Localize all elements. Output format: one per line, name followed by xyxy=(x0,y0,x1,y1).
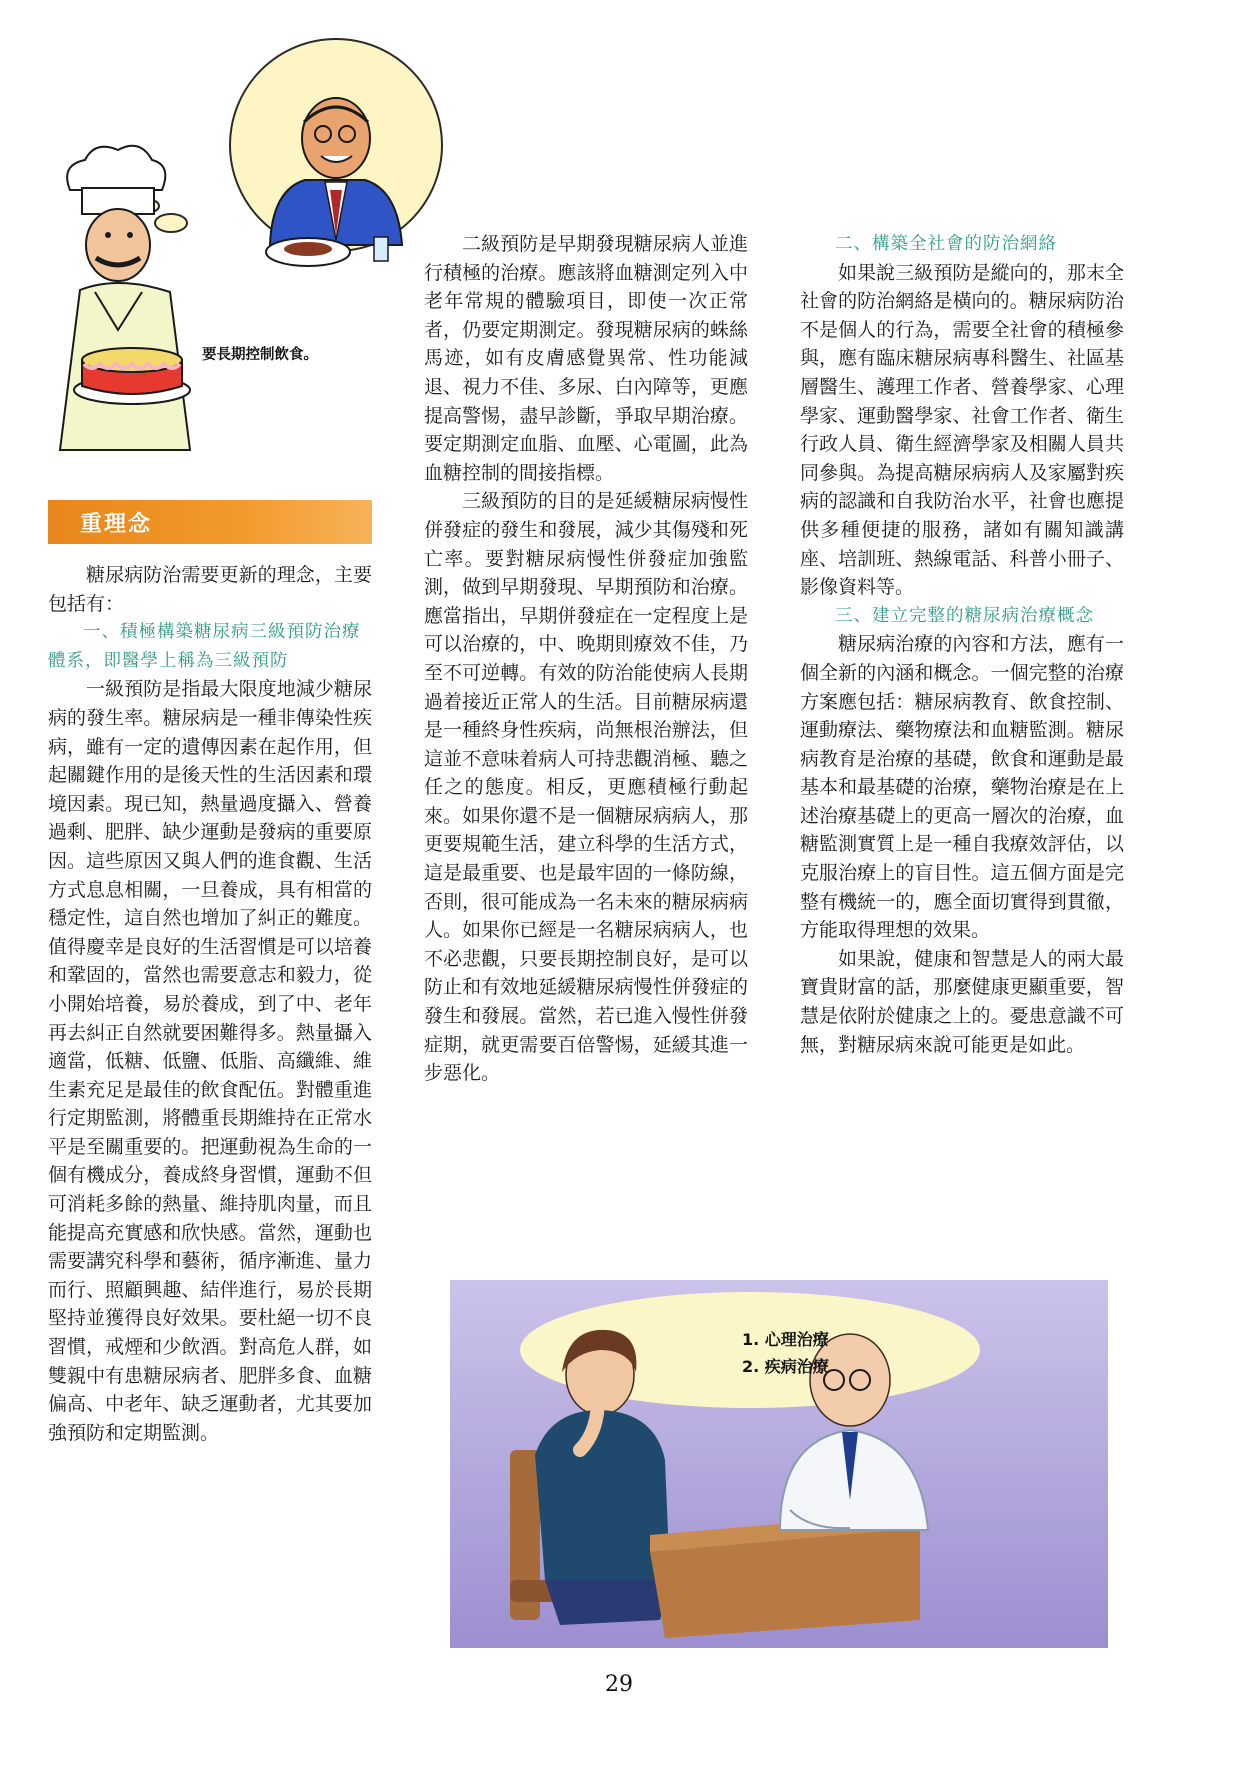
column-1 xyxy=(48,561,372,1447)
treatment-concept-paragraph: 糖尿病治療的內容和方法，應有一個全新的內涵和概念。一個完整的治療方案應包括：糖尿病教育、飲食控制、運動療法、藥物療法和血糖監測。糖尿病教育是治療的基礎，飲食和運動是最基本和最基礎的治療，藥物治療是在上述治療基礎上的更高一層次的治療，血糖監測實質上是一種自我療效評估，以克服治療上的盲目性。這五個方面是完整有機統一的，應全面切實得到貫徹，方能取得理想的效果。 xyxy=(800,633,1124,942)
column-2 xyxy=(424,230,748,1088)
social-network-paragraph: 如果說三級預防是縱向的，那末全社會的防治網絡是橫向的。糖尿病防治不是個人的行為，需要全社會的積極參與，應有臨床糖尿病專科醫生、社區基層醫生、護理工作者、營養學家、心理學家、運動醫學家、社會工作者、衛生行政人員、衛生經濟學家及相關人員共同參與。為提高糖尿病病人及家屬對疾病的認識和自我防治水平，社會也應提供多種便捷的服務，諸如有關知識講座、培訓班、熱線電話、科普小冊子、影像資料等。 xyxy=(800,261,1124,599)
heading-social-network: 二、構築全社會的防治網絡 xyxy=(835,234,1057,254)
column-3 xyxy=(800,230,1124,1059)
primary-prevention-paragraph: 一級預防是指最大限度地減少糖尿病的發生率。糖尿病是一種非傳染性疾病，雖有一定的遺傳因素在起作用，但起關鍵作用的是後天性的生活因素和環境因素。現已知，熱量過度攝入、營養過剩、肥胖、缺少運動是發病的重要原因。這些原因又與人們的進食觀、生活方式息息相關，一旦養成，具有相當的穩定性，這自然也增加了糾正的難度。值得慶幸是良好的生活習慣是可以培養和鞏固的，當然也需要意志和毅力，從小開始培養，易於養成，到了中、老年再去糾正自然就要困難得多。熱量攝入適當，低糖、低鹽、低脂、高纖維、維生素充足是最佳的飲食配伍。對體重進行定期監測，將體重長期維持在正常水平是至關重要的。把運動視為生命的一個有機成分，養成終身習慣，運動不但可消耗多餘的熱量、維持肌肉量，而且能提高充實感和欣快感。當然，運動也需要講究科學和藝術，循序漸進、量力而行、照顧興趣、結伴進行，易於長期堅持並獲得良好效果。要杜絕一切不良習慣，戒煙和少飲酒。對高危人群，如雙親中有患糖尿病者、肥胖多食、血糖偏高、中老年、缺乏運動者，尤其要加強預防和定期監測。 xyxy=(48,678,372,1444)
chef-and-diner-illustration xyxy=(40,30,460,480)
glass-icon xyxy=(374,237,388,261)
therapy-list xyxy=(742,1326,829,1380)
secondary-prevention-paragraph: 二級預防是早期發現糖尿病人並進行積極的治療。應該將血糖測定列入中老年常規的體驗項目，即使一次正常者，仍要定期測定。發現糖尿病的蛛絲馬迹，如有皮膚感覺異常、性功能減退、視力不佳、多尿、白內障等，更應提高警惕，盡早診斷，爭取早期治療。要定期測定血脂、血壓、心電圖，此為血糖控制的間接指標。 xyxy=(424,233,748,484)
therapy-item-psychological: 1. 心理治療 xyxy=(742,1330,829,1349)
heading-treatment-concept: 三、建立完整的糖尿病治療概念 xyxy=(835,605,1094,626)
closing-paragraph: 如果說，健康和智慧是人的兩大最寶貴財富的話，那麼健康更顯重要，智慧是依附於健康之上的。憂患意識不可無，對糖尿病來說可能更是如此。 xyxy=(800,947,1124,1056)
therapy-item-disease: 2. 疾病治療 xyxy=(742,1357,829,1376)
section-banner xyxy=(48,500,372,544)
intro-paragraph: 糖尿病防治需要更新的理念，主要包括有： xyxy=(48,564,372,615)
heading-three-level-prevention: 一、積極構築糖尿病三級預防治療體系，即醫學上稱為三級預防 xyxy=(48,622,361,671)
tertiary-prevention-paragraph: 三級預防的目的是延緩糖尿病慢性併發症的發生和發展，減少其傷殘和死亡率。要對糖尿病慢性併發症加強監測，做到早期發現、早期預防和治療。應當指出，早期併發症在一定程度上是可以治療的，中、晚期則療效不佳，乃至不可逆轉。有效的防治能使病人長期過着接近正常人的生活。目前糖尿病還是一種終身性疾病，尚無根治辦法，但這並不意味着病人可持悲觀消極、聽之任之的態度。相反，更應積極行動起來。如果你還不是一個糖尿病病人，那更要規範生活，建立科學的生活方式，這是最重要、也是最牢固的一條防線，否則，很可能成為一名未來的糖尿病病人。如果你已經是一名糖尿病病人，也不必悲觀，只要長期控制良好，是可以防止和有效地延緩糖尿病慢性併發症的發生和發展。當然，若已進入慢性併發症期，就更需要百倍警惕，延緩其進一步惡化。 xyxy=(424,490,748,1085)
banner-title: 重理念 xyxy=(80,512,153,537)
diet-caption: 要長期控制飲食。 xyxy=(202,347,318,363)
page-number: 29 xyxy=(605,1672,633,1697)
